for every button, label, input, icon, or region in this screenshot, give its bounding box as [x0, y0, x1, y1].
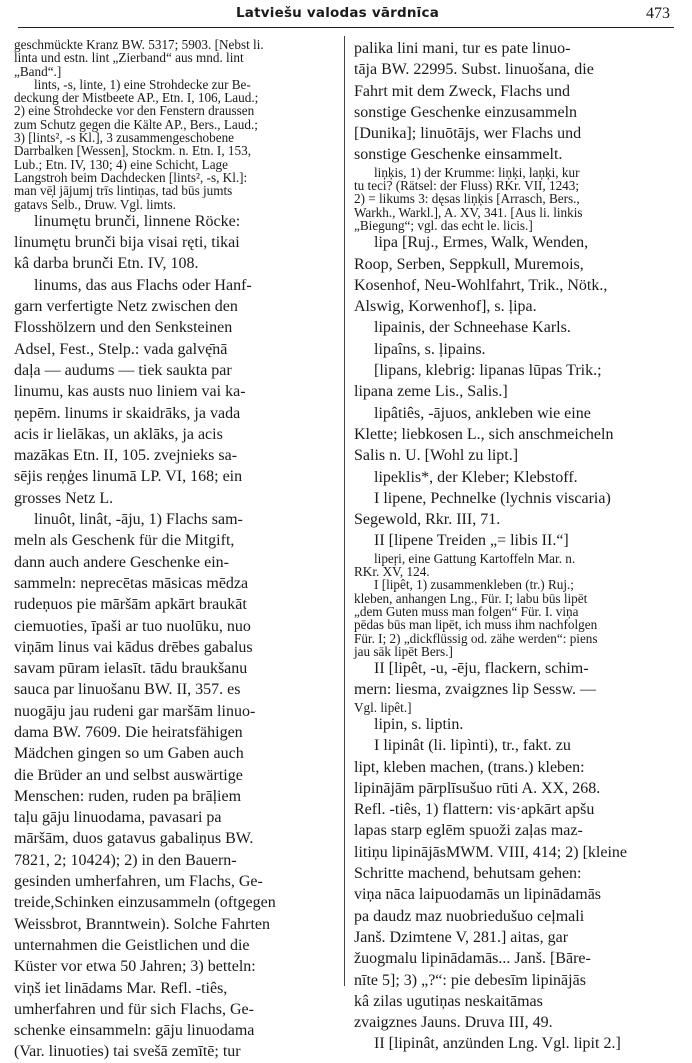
entry-headline: lipeklis*, der Kleber; Klebstoff. — [374, 468, 578, 486]
entry-text-line: Fahrt mit dem Zweck, Flachs und — [354, 82, 570, 100]
column-divider — [344, 36, 345, 986]
entry-text-line: dann auch andere Geschenke ein- — [14, 553, 229, 571]
entry-headline: lipa [Ruj., Ermes, Walk, Wenden, — [374, 234, 589, 252]
entry-text-line: daļa — audums — tiek saukta par — [14, 361, 232, 379]
entry-text-line: geschmückte Kranz BW. 5317; 5903. [Nebst li. — [14, 37, 264, 52]
entry-text-line: linumętu brunči bija visai ręti, tikai — [14, 234, 240, 252]
entry-headline: liņķis, 1) der Krumme: liņķi, laņķi, kur — [374, 164, 580, 180]
entry-text-line: unternahmen die Geistlichen und die — [14, 936, 250, 954]
entry-headline: lints, -s, linte, 1) eine Strohdecke zur Be- — [34, 76, 251, 92]
entry-text-line: taļu gāju linuodama, pavasari pa — [14, 809, 222, 827]
header-rule — [18, 27, 674, 28]
entry-text-line: nīte 5]; 3) „?“: pie debesīm lipinājās — [354, 971, 586, 989]
entry-text-line: Refl. -tiês, 1) flattern: vis·apkārt apšu — [354, 801, 595, 819]
entry-text-line: Mädchen gingen so um Gaben auch — [14, 745, 244, 763]
entry-text-line: Kosenhof, Neu-Wohlfahrt, Trik., Nötk., — [354, 276, 608, 294]
entry-headline: I lipene, Pechnelke (lychnis viscaria) — [374, 489, 611, 507]
right-column — [354, 38, 676, 1055]
entry-text-line: Für. I; 2) „dickflüssig od. zähe werden“: piens — [354, 630, 598, 646]
entry-text-line: lipinājām pārplīsušuo rūti A. XX, 268. — [354, 779, 601, 797]
entry-text-line: sammeln: neprecētas māsicas mēdza — [14, 574, 249, 592]
entry-text-line: māršām, duos gatavus gabaliņus BW. — [14, 830, 254, 848]
entry-text-line: Segewold, Rkr. III, 71. — [354, 511, 501, 529]
entry-text-line: gesinden umherfahren, um Flachs, Ge- — [14, 873, 263, 891]
entry-text-line: palika lini mani, tur es pate linuo- — [354, 40, 571, 57]
entry-text-line: Adsel, Fest., Stelp.: vada galvę̄nā — [14, 340, 228, 358]
entry-headline: II [lipene Treiden „= libis II.“] — [374, 532, 569, 550]
entry-text-line: sauca par linuošanu BW. II, 357. es — [14, 681, 241, 699]
entry-text-line: (Var. linuoties) tai svešā zemītē; tur — [14, 1043, 241, 1061]
entry-text-line: linta und estn. lint „Zierband“ aus mnd. lint — [14, 50, 244, 66]
entry-text-line: Flosshölzern und den Senksteinen — [14, 319, 233, 337]
entry-text-line: [Dunika]; linuōtājs, wer Flachs und — [354, 125, 582, 143]
entry-text-line: acis ir lielākas, un aklāks, ja acis — [14, 425, 223, 443]
entry-text-line: litiņu lipinājāsMWM. VIII, 414; 2) [kleine — [354, 843, 627, 861]
entry-headline: linuôt, linât, -āju, 1) Flachs sam- — [34, 511, 243, 529]
entry-text-line: ciemuoties, īpaši ar tuo nuolūku, nuo — [14, 617, 251, 635]
entry-text-line: „Band“.] — [14, 63, 62, 79]
entry-text-line: Schritte machend, behutsam gehen: — [354, 865, 582, 883]
entry-text-line: „Biegung“; vgl. das echt le. licis.] — [354, 217, 533, 233]
running-title: Latviešu valodas vārdnīca — [236, 5, 439, 21]
entry-text-line: Klette; liebkosen L., sich anschmeicheln — [354, 425, 614, 443]
entry-text-line: mern: liesma, zvaigznes lip Sessw. — — [354, 681, 597, 699]
entry-text-line: ņepēm. linums ir skaidrāks, ja vada — [14, 404, 241, 422]
entry-headline: lipainis, der Schneehase Karls. — [374, 319, 571, 337]
entry-text-line: 3) [lints², -s Kl.], 3 zusammengeschobene — [14, 130, 235, 146]
entry-text-line: savam pūram ielasīt. tādu braukšanu — [14, 660, 248, 678]
entry-text-line: rudeņuos pie māršām apkārt braukāt — [14, 596, 247, 614]
entry-text-line: Küster vor etwa 50 Jahren; 3) betteln: — [14, 958, 256, 976]
entry-text-line: mazākas Etn. II, 105. zvejnieks sa- — [14, 447, 238, 465]
entry-headline: I lipinât (li. lipìnti), tr., fakt. zu — [374, 737, 571, 755]
entry-headline: linumętu brunči, linnene Röcke: — [34, 212, 241, 230]
entry-text-line: zvaigznes Jauns. Druva III, 49. — [354, 1014, 553, 1032]
entry-text-line: 7821, 2; 10424); 2) in den Bauern- — [14, 851, 237, 869]
entry-text-line: 2) = likums 3: dęsas liņķis [Arrasch, Bers., — [354, 191, 580, 207]
page-header — [0, 0, 692, 28]
entry-text-line: „dem Guten muss man folgen“ Für. I. viņa — [354, 603, 579, 619]
entry-text-line: grosses Netz L. — [14, 489, 114, 507]
entry-text-line: Lub.; Etn. IV, 130; 4) eine Schicht, Lage — [14, 156, 229, 172]
entry-text-line: nuogāju jau rudeni gar maršām linuo- — [14, 702, 256, 720]
entry-text-line: Langstroh beim Dachdecken [lints², -s, Kl.]: — [14, 169, 248, 185]
entry-text-line: kâ darba brunči Etn. IV, 108. — [14, 255, 199, 273]
entry-text-line: žuogmalu lipinādamās... Janš. [Bāre- — [354, 950, 591, 968]
entry-text-line: sonstige Geschenke einzusammeln — [354, 103, 578, 121]
entry-headline: lipaîns, s. ļipains. — [374, 340, 486, 358]
entry-text-line: die Brüder an und selbst auswärtige — [14, 766, 243, 784]
entry-headline: lipeŗi, eine Gattung Kartoffeln Mar. n. — [374, 550, 576, 566]
entry-text-line: zum Schutz gegen die Kälte AP., Bers., Laud.; — [14, 116, 258, 132]
entry-text-line: schenke einsammeln: gāju linuodama — [14, 1022, 255, 1040]
left-column — [14, 38, 336, 1063]
entry-headline: linums, das aus Flachs oder Hanf- — [34, 276, 252, 294]
entry-text-line: 2) eine Strohdecke vor den Fenstern draussen — [14, 103, 255, 119]
entry-headline: lipâtiês, -ājuos, ankleben wie eine — [374, 404, 591, 422]
entry-text-line: viņām linus vai kādus drēbes gabalus — [14, 638, 253, 656]
entry-text-line: viņš iet linādams Mar. Refl. -tiês, — [14, 979, 228, 997]
entry-text-line: lipana zeme Lis., Salis.] — [354, 383, 508, 401]
entry-text-line: kleben, anhangen Lng., Für. I; labu būs lipēt — [354, 590, 588, 606]
entry-text-line: Roop, Serben, Seppkull, Muremois, — [354, 255, 584, 273]
entry-text-line: umherfahren und für sich Flachs, Ge- — [14, 1000, 254, 1018]
entry-text-line: pa daudz maz nuobriedušuo ceļmali — [354, 907, 585, 925]
entry-text-line: sējis reņģes linumā LP. VI, 168; ein — [14, 468, 243, 486]
entry-headline: II [lipinât, anzünden Lng. Vgl. lipit 2.] — [374, 1035, 621, 1053]
entry-text-line: lapas starp eglēm spuoži zaļas maz- — [354, 822, 583, 840]
entry-text-line: Menschen: ruden, ruden pa brāļiem — [14, 787, 242, 805]
page-number: 473 — [646, 5, 670, 22]
entry-headline: [lipans, klebrig: lipanas lūpas Trik.; — [374, 362, 602, 380]
entry-text-line: Salis n. U. [Wohl zu lipt.] — [354, 447, 519, 465]
entry-text-line: kâ zilas ugutiņas neskaitāmas — [354, 992, 543, 1010]
entry-text-line: Vgl. lipêt.] — [354, 699, 412, 715]
entry-text-line: lipt, kleben machen, (trans.) kleben: — [354, 758, 585, 776]
entry-text-line: Darrbalken [Wessen], Stockm. n. Etn. I, 153, — [14, 143, 251, 159]
entry-text-line: meln als Geschenk für die Mitgift, — [14, 532, 235, 550]
entry-text-line: jau sāk lipēt Bers.] — [354, 643, 453, 659]
entry-headline: II [lipêt, -u, -ēju, flackern, schim- — [374, 660, 589, 678]
entry-text-line: tu teci? (Rätsel: der Fluss) RKr. VII, 1243; — [354, 178, 580, 194]
entry-headline: I [lipêt, 1) zusammenkleben (tr.) Ruj.; — [374, 577, 574, 593]
entry-text-line: gatavs Selb., Druw. Vgl. limts. — [14, 196, 176, 212]
entry-text-line: garn verfertigte Netz zwischen den — [14, 298, 238, 316]
entry-text-line: dama BW. 7609. Die heiratsfähigen — [14, 723, 243, 741]
entry-text-line: man vē̦l jājumj trīs lintiņas, tad būs jumts — [14, 183, 233, 199]
entry-text-line: Janš. Dzimtene V, 281.] aitas, gar — [354, 928, 569, 946]
entry-text-line: Weissbrot, Branntwein). Solche Fahrten — [14, 915, 270, 933]
entry-text-line: linumu, kas austs nuo liniem vai ka- — [14, 383, 246, 401]
entry-text-line: deckung der Mistbeete AP., Etn. I, 106, Laud.; — [14, 90, 259, 106]
entry-text-line: Alswig, Korwenhof], s. ļipa. — [354, 298, 537, 316]
entry-text-line: viņa nāca laipuodamās un lipinādamās — [354, 886, 602, 904]
entry-text-line: tāja BW. 22995. Subst. linuošana, die — [354, 61, 594, 79]
entry-headline: lipin, s. liptin. — [374, 715, 464, 733]
entry-text-line: Warkh., Warkl.], A. XV, 341. [Aus li. linkis — [354, 204, 583, 220]
entry-text-line: pēdas būs man lipēt, ich muss ihm nachfolgen — [354, 617, 598, 633]
entry-text-line: RKr. XV, 124. — [354, 564, 430, 580]
entry-text-line: sonstige Geschenke einsammelt. — [354, 146, 563, 164]
entry-text-line: treide,Schinken einzusammeln (oftgegen — [14, 894, 276, 912]
